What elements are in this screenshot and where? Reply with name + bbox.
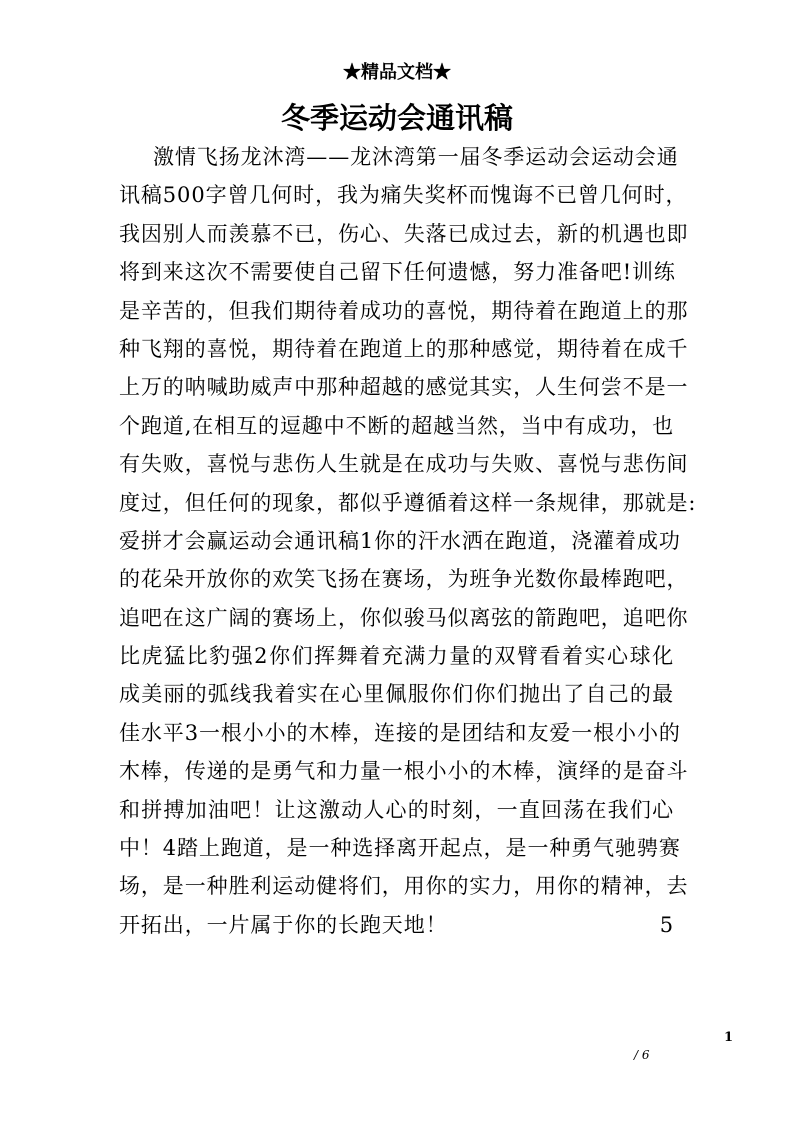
- body-last-line-text: 开拓出，一片属于你的长跑天地！: [119, 912, 448, 937]
- body-line: 将到来这次不需要使自己留下任何遗憾，努力准备吧!训练: [119, 260, 676, 285]
- body-line: 激情飞扬龙沐湾——龙沐湾第一届冬季运动会运动会通: [153, 145, 679, 169]
- body-line: 场，是一种胜利运动健将们，用你的实力，用你的精神，去: [119, 874, 689, 899]
- body-line: 追吧在这广阔的赛场上，你似骏马似离弦的箭跑吧，追吧你: [119, 605, 689, 630]
- body-line: 和拼搏加油吧！让这激动人心的时刻，一直回荡在我们心: [119, 797, 674, 822]
- body-line: 上万的呐喊助威声中那种超越的感觉其实，人生何尝不是一: [119, 375, 689, 400]
- document-header-banner: ★精品文档★: [343, 62, 451, 83]
- body-line: 的花朵开放你的欢笑飞扬在赛场，为班争光数你最棒跑吧，: [119, 567, 689, 592]
- page-total: / 6: [634, 1048, 650, 1062]
- document-title: 冬季运动会通讯稿: [280, 101, 513, 135]
- page-number: 1: [724, 1030, 734, 1045]
- body-last-line: [119, 906, 674, 944]
- body-line: 有失败，喜悦与悲伤人生就是在成功与失败、喜悦与悲伤间: [119, 452, 689, 477]
- body-line: 讯稿500字曾几何时，我为痛失奖杯而愧诲不已曾几何时，: [119, 183, 688, 208]
- body-line: 度过，但任何的现象，都似乎遵循着这样一条规律，那就是:: [119, 490, 697, 515]
- body-line: 木棒，传递的是勇气和力量一根小小的木棒，演绎的是奋斗: [119, 759, 689, 784]
- body-line: 爱拼才会赢运动会通讯稿1你的汗水洒在跑道，浇灌着成功: [119, 528, 681, 553]
- body-line: 我因别人而羡慕不已，伤心、失落已成过去，新的机遇也即: [119, 221, 689, 246]
- body-line: 成美丽的弧线我着实在心里佩服你们你们抛出了自己的最: [119, 682, 674, 707]
- section-number: 5: [659, 912, 674, 937]
- document-body: [119, 138, 697, 944]
- body-line: 种飞翔的喜悦，期待着在跑道上的那种感觉，期待着在成千: [119, 336, 689, 361]
- body-line: 佳水平3一根小小的木棒，连接的是团结和友爱一根小小的: [119, 720, 681, 745]
- body-line: 个跑道,在相互的逗趣中不断的超越当然，当中有成功，也: [119, 413, 675, 438]
- body-line: 比虎猛比豹强2你们挥舞着充满力量的双臂看着实心球化: [119, 644, 674, 669]
- body-line: 是辛苦的，但我们期待着成功的喜悦，期待着在跑道上的那: [119, 298, 689, 323]
- body-line: 中！4踏上跑道，是一种选择离开起点，是一种勇气驰骋赛: [119, 836, 681, 861]
